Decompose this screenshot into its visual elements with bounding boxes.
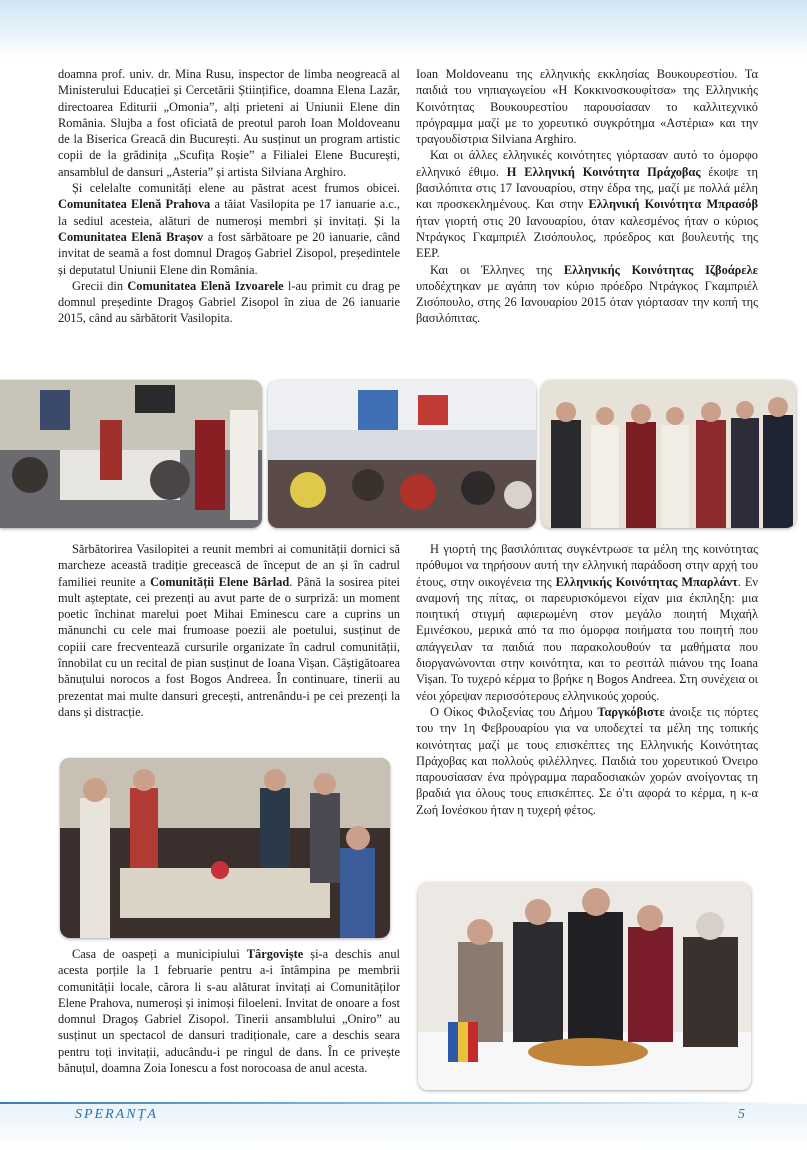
paragraph (416, 147, 758, 261)
bold-run: Ελληνικής Κοινότητας Μπαρλάντ (555, 574, 738, 589)
paragraph (416, 541, 758, 704)
paragraph: Ioan Moldoveanu της ελληνικής εκκλησίας Βουκουρεστίου. Τα παιδιά του νηπιαγωγείου «Η Κοκκινοσκουφίτσα» της Ελληνικής Κοινότητας Βουκουρεστίου παρουσίασαν το καλλιτεχνικό πρόγραμμα μαζί με το χορευτικό συγκρότημα «Αστέρια» και την τραγουδίστρια Silviana Arghiro. (416, 67, 758, 147)
text-run: . Εν αναμονή της πίτας, οι παρευρισκόμενοι είχαν μια έκπληξη: μια ποιητική στιγμή αφιερωμένη στον μεγάλο ποιητή Μιχαήλ Εμινέσκου, μερικά από τα πιο όμορφα ποιήματα του ποιητή που απάγγειλαν τα παιδιά που παρακολουθούν τα μαθήματα που διοργανώνονται στην κοινότητα, και το ρεσιτάλ πιάνου της Ioana Vișan. Το τυχερό κέρμα το βρήκε η Bogos Andreea. Στη συνέχεια οι νέοι χόρεψαν περισσότερους ελληνικούς χορούς. (416, 574, 758, 703)
article-column-ro-top (58, 66, 400, 327)
text-run: υποδέχτηκαν με αγάπη τον κύριο πρόεδρο Ντράγκος Γκαμπριέλ Ζισόπουλο, στης 26 Ιανουαρίου 2015 όταν γιόρτασαν την κοπή της βασιλόπιτας. (416, 278, 758, 326)
magazine-name: SPERANȚA (75, 1107, 158, 1122)
text-run: Η γιορτή της βασιλόπιτας συγκέντρωσε τα μέλη της κοινότητας πρόθυμοι να τηρήσουν αυτή την ελληνική παράδοση στην αρχή του έτους, στην οικογένεια της (416, 542, 758, 589)
article-column-gr-top (416, 66, 758, 327)
paragraph (58, 541, 400, 720)
text-run: Și celelalte comunități elene au păstrat acest frumos obicei. (72, 181, 400, 196)
bold-run: Comunitatea Elenă Izvoarele (127, 278, 284, 293)
paragraph (58, 180, 400, 278)
text-run: a tăiat Vasilopita pe 17 ianuarie a.c., la sediul acesteia, alături de numeroși membri și invitați. Și la (58, 197, 401, 228)
article-column-gr-bottom (416, 541, 758, 818)
bold-run: Comunității Elene Bârlad (150, 574, 290, 589)
paragraph (58, 946, 400, 1076)
photo-youth-table (60, 758, 390, 938)
header-band (0, 0, 807, 58)
text-run: Casa de oaspeți a municipiului (72, 947, 247, 961)
text-run: și-a deschis anul acesta porțile la 1 februarie pentru a-i întâmpina pe membrii comunității locale, cărora li s-au alăturat invitați ai Comunităților Elene Prahova, numeroși și inimoși filoeleni. Invitat de onoare a fost domnul Dragoș Gabriel Zisopol. Tinerii ansamblului „Oniro” au susținut un spectacol de dansuri tradiționale, care a deschis seara pentru toți invitații, aducându-i pe ringul de dans. În ce privește bănuțul, doamna Zoia Ionescu a fost norocoasa de anul acesta. (58, 947, 400, 1076)
article-column-ro-bottom (58, 946, 400, 1076)
text-run: l-au primit cu drag pe domnul președinte Dragoș Gabriel Zisopol în ziua de 26 ianuarie 2015, când au sărbătorit Vasilopita. (58, 278, 400, 326)
text-run: Ο Οίκος Φιλοξενίας του Δήμου (430, 704, 598, 719)
text-run: άνοιξε τις πόρτες του την 1η Φεβρουαρίου για να υποδεχτεί τα μέλη της τοπικής κοινότητας μαζί με τους επισκέπτες της Ελληνικής Κοινότητας Πράχοβας και πολλούς φιλέλληνες. Παιδιά του χορευτικού Όνειρο παρουσίασαν ένα πρόγραμμα παραδοσιακών χορών ανοίγοντας τη βραδιά για όλους τους επισκέπτες. Σε ό'τι αφορά το κέρμα, η κ-α Ζωή Ιονέσκου ήταν η τυχερή φέτος. (416, 704, 758, 817)
bold-run: Ταργκόβιστε (597, 704, 665, 719)
photo-cutting-vasilopita (418, 882, 751, 1090)
bold-run: Târgoviște (246, 947, 304, 961)
paragraph (416, 262, 758, 327)
text-run: Και οι Έλληνες της (430, 262, 564, 277)
text-run: Sărbătorirea Vasilopitei a reunit membri ai comunității dornici să marcheze această tradiție grecească de început de an și în cadrul familiei reunite a (58, 542, 400, 589)
bold-run: Comunitatea Elenă Prahova (58, 197, 211, 212)
text-run: a fost sărbătoare pe 20 ianuarie, când invitat de seamă a fost domnul Dragoș Gabriel Zisopol, președintele și deputatul Uniunii Elene din România. (58, 229, 400, 277)
text-run: Grecii din (72, 278, 128, 293)
photo-choir-costumes (541, 380, 796, 528)
photo-audience-hall (268, 380, 536, 528)
page-number: 5 (738, 1107, 745, 1122)
text-run: έκοψε τη βασιλόπιτα στις 17 Ιανουαρίου, στην έδρα της, μαζί με πολλά μέλη και προσκεκλημένους. Και στην (416, 164, 759, 212)
paragraph (58, 278, 400, 327)
paragraph: doamna prof. univ. dr. Mina Rusu, inspector de limba neogreacă al Ministerului Educației și Cercetării Științifice, doamna Elena Lazăr, directoarea Editurii „Omonia”, alți prieteni ai Uniunii Elene din România. Slujba a fost oficiată de preotul paroh Ioan Moldoveanu de la Biserica Greacă din București. Au susținut un program artistic copii de la grădinița „Scufița Roșie” a Filialei Elene București, ansamblul de dansuri „Asteria” și artista Silviana Arghiro. (58, 67, 400, 179)
bold-run: Ελληνικής Κοινότητας Ιζβοάρελε (563, 262, 758, 277)
text-run: . Până la sosirea pitei mult așteptate, cei prezenți au avut parte de o surpriză: un moment poetic închinat marelui poet Mihai Eminescu care a cuprins un mănunchi cu cele mai frumoase poezii ale poetului, susținut de copiii care frecventează cursurile organizate în cadrul comunității, înnobilat cu un recital de pian susținut de Ioana Vișan. Câștigătoarea bănuțului norocos a fost Bogos Andreea. În continuare, tinerii au prezentat mai multe dansuri grecești, antrenându-i pe cei prezenți la dans și distracție. (58, 574, 400, 719)
bold-run: Η Ελληνική Κοινότητα Πράχοβας (506, 164, 701, 179)
text-run: Και οι άλλες ελληνικές κοινότητες γιόρτασαν αυτό το όμορφο ελληνικό έθιμο. (416, 148, 758, 179)
text-run: ήταν γιορτή στις 20 Ιανουαρίου, όταν καλεσμένος ήταν ο κύριος Ντράγκος Γκαμπριέλ Ζισόπουλος, πρόεδρος και βουλευτής της ΕΕΡ. (416, 213, 758, 261)
bold-run: Ελληνική Κοινότητα Μπρασόβ (588, 197, 759, 212)
photo-community-gathering (0, 380, 262, 528)
paragraph (416, 704, 758, 818)
article-column-ro-middle (58, 541, 400, 720)
bold-run: Comunitatea Elenă Brașov (58, 229, 204, 244)
